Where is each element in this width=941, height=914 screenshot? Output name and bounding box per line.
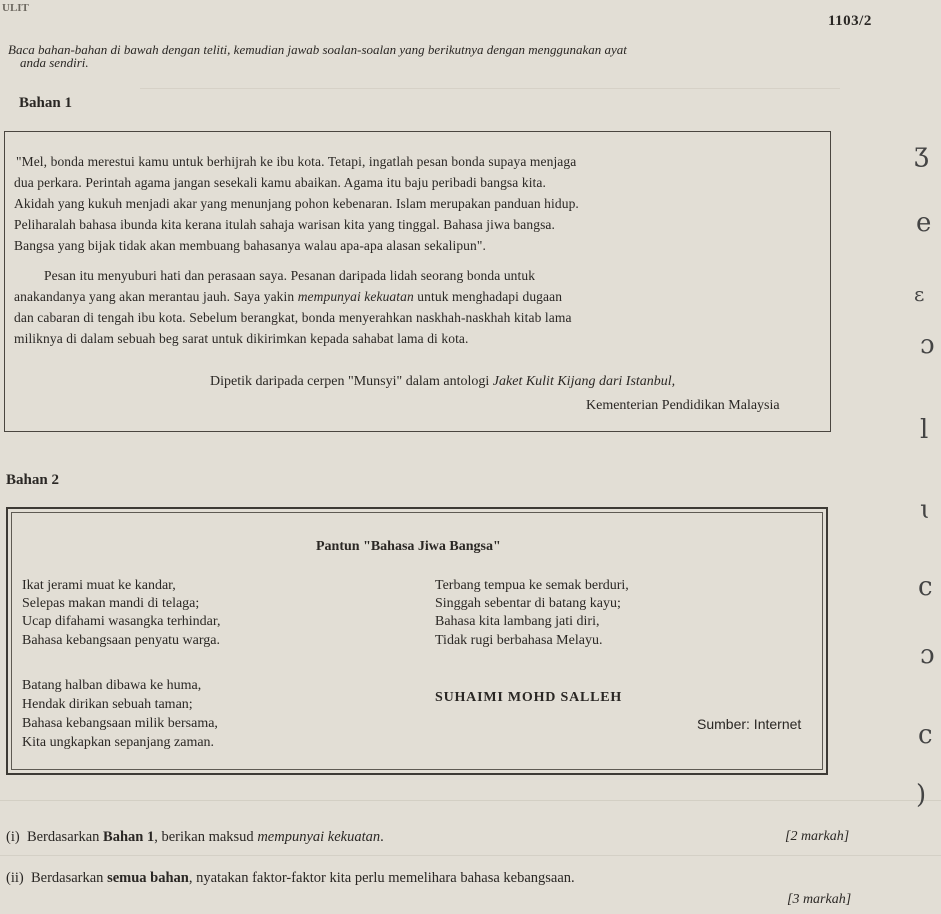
question-number: (ii) [6,870,24,886]
passage-line: anakandanya yang akan merantau jauh. Saya yakin mempunyai kekuatan untuk menghadapi dugaan [14,289,563,304]
pantun-author: SUHAIMI MOHD SALLEH [435,690,623,705]
margin-scribble: c [918,572,933,602]
divider [0,855,941,856]
pantun-line: Kita ungkapkan sepanjang zaman. [22,735,215,750]
pantun-line: Selepas makan mandi di telaga; [22,596,200,611]
passage-line: "Mel, bonda merestui kamu untuk berhijrah ke ibu kota. Tetapi, ingatlah pesan bonda supaya menjaga [16,154,577,169]
instruction-line: Baca bahan-bahan di bawah dengan teliti, kemudian jawab soalan-soalan yang berikutnya dengan menggunakan ayat [8,42,627,57]
pantun-line: Singgah sebentar di batang kayu; [435,596,621,611]
instruction-line: anda sendiri. [20,55,89,70]
citation-prefix: Dipetik daripada cerpen "Munsyi" dalam antologi [210,374,493,389]
passage-line: Akidah yang kukuh menjadi akar yang menunjang pohon kebenaran. Islam merupakan panduan hidup. [14,196,579,211]
citation-publisher: Kementerian Pendidikan Malaysia [586,398,780,413]
pantun-line: Bahasa kebangsaan penyatu warga. [22,633,220,648]
passage-line: Pesan itu menyuburi hati dan perasaan saya. Pesanan daripada lidah seorang bonda untuk [44,268,536,283]
divider [0,800,941,801]
question-emphasis: Bahan 1 [103,829,155,845]
passage-line: dua perkara. Perintah agama jangan sesekali kamu abaikan. Agama itu baju peribadi bangsa kita. [14,175,546,190]
margin-scribble: ɛ [914,282,925,306]
passage-line: miliknya di dalam sebuah beg sarat untuk dikirimkan kepada sahabat lama di kota. [14,331,469,346]
pantun-line: Tidak rugi berbahasa Melayu. [435,633,603,648]
instruction-text [8,43,627,69]
margin-scribble: e [916,208,932,238]
pantun-title: Pantun "Bahasa Jiwa Bangsa" [316,539,501,554]
pantun-source: Sumber: Internet [697,716,802,732]
question-1 [6,829,384,846]
paper-code: 1103/2 [828,13,872,29]
pantun-line: Batang halban dibawa ke huma, [22,678,202,693]
pantun-line: Terbang tempua ke semak berduri, [435,578,629,593]
question-text: Berdasarkan [30,870,108,886]
marks-value: [3 markah] [787,892,852,907]
marks-label [785,829,849,845]
question-text: , berikan maksud [154,829,258,845]
question-text: . [380,829,384,845]
margin-scribble: ) [916,780,927,810]
bahan2-heading: Bahan 2 [6,472,59,488]
margin-scribble: ʒ [914,138,929,168]
citation [210,374,675,390]
question-emphasis: semua bahan [107,870,189,886]
margin-scribble: ɔ [920,330,935,360]
marks-label [787,892,851,908]
marks-value: [2 markah] [785,829,850,844]
passage-line: dan cabaran di tengah ibu kota. Sebelum berangkat, bonda menyerahkan naskhah-naskhah kitab lama [14,310,572,325]
pantun-line: Hendak dirikan sebuah taman; [22,697,193,712]
pantun-line: Ucap difahami wasangka terhindar, [22,614,221,629]
pantun-line: Ikat jerami muat ke kandar, [22,578,176,593]
passage-line: Bangsa yang bijak tidak akan membuang bahasanya walau apa-apa alasan sekalipun". [14,238,486,253]
question-text: , nyatakan faktor-faktor kita perlu memelihara bahasa kebangsaan. [188,870,575,886]
divider [140,88,840,89]
passage-line: Peliharalah bahasa ibunda kita kerana itulah sahaja warisan kita yang tinggal. Bahasa jiwa bangsa. [14,217,555,232]
citation-title: Jaket Kulit Kijang dari Istanbul, [492,374,676,389]
question-text: Berdasarkan [26,829,104,845]
pantun-line: Bahasa kita lambang jati diri, [435,614,600,629]
corner-mark: ULIT [2,2,29,14]
margin-scribble: ɩ [920,495,931,525]
margin-scribble: ɔ [920,640,935,670]
bahan1-heading: Bahan 1 [19,95,72,111]
pantun-line: Bahasa kebangsaan milik bersama, [22,716,218,731]
margin-scribble: l [920,415,929,445]
question-italic-term: mempunyai kekuatan [257,829,381,845]
question-2 [6,870,575,887]
margin-scribble: c [918,720,933,750]
question-number: (i) [6,829,20,845]
